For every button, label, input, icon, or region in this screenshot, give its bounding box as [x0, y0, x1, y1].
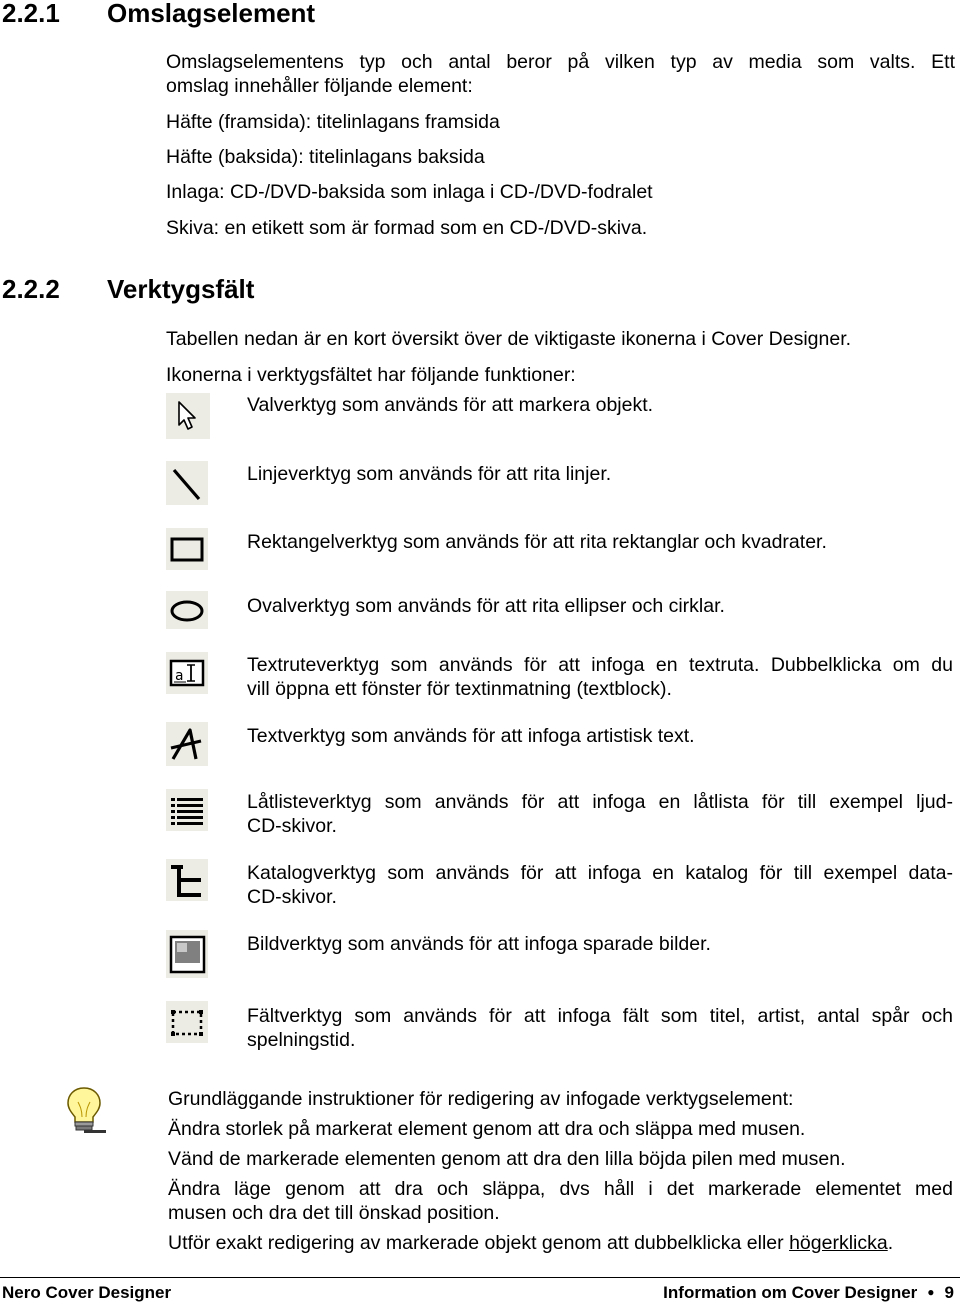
section-number-2-2-2: 2.2.2: [2, 274, 60, 304]
svg-text:a: a: [175, 668, 184, 684]
footer-divider: [0, 1277, 960, 1278]
textbox-icon: [166, 652, 208, 694]
rectangle-icon: [166, 528, 208, 570]
tool-description-cont: vill öppna ett fönster för textinmatning (textblock).: [247, 678, 672, 700]
footer-chapter-title: Information om Cover Designer: [663, 1283, 918, 1302]
list-item: Skiva: en etikett som är formad som en CD-/DVD-skiva.: [166, 217, 648, 239]
tool-description: Linjeverktyg som används för att rita linjer.: [247, 463, 612, 485]
catalog-tree-icon: [166, 859, 208, 901]
image-icon: [166, 930, 208, 978]
tip-line: Ändra läge genom att dra och släppa, dvs håll i det markerade elementet med: [168, 1178, 953, 1200]
line-icon: [166, 461, 208, 505]
tool-description: Valverktyg som används för att markera objekt.: [247, 394, 654, 416]
tool-description: Fältverktyg som används för att infoga fält som titel, artist, antal spår och: [247, 1005, 953, 1027]
list-item: Häfte (baksida): titelinlagans baksida: [166, 146, 485, 168]
track-list-icon: [166, 789, 208, 831]
page-number: 9: [944, 1283, 954, 1302]
tip-line: Vänd de markerade elementen genom att dra den lilla böjda pilen med musen.: [168, 1148, 846, 1170]
tool-description-cont: CD-skivor.: [247, 886, 337, 908]
pointer-icon: [166, 393, 210, 439]
intro-paragraph-line2: omslag innehåller följande element:: [166, 75, 473, 97]
section-title-omslagselement: Omslagselement: [107, 0, 316, 28]
footer-right: [663, 1283, 954, 1304]
list-item: Inlaga: CD-/DVD-baksida som inlaga i CD-/DVD-fodralet: [166, 181, 653, 203]
tip-line: [168, 1231, 893, 1255]
field-icon: [166, 1001, 208, 1043]
lightbulb-icon: [62, 1084, 108, 1136]
artistic-text-icon: [166, 722, 208, 766]
list-item: Häfte (framsida): titelinlagans framsida: [166, 111, 500, 133]
section-number-2-2-1: 2.2.1: [2, 0, 60, 28]
tip-line: Ändra storlek på markerat element genom att dra och släppa med musen.: [168, 1118, 806, 1140]
tool-description: Ovalverktyg som används för att rita ellipser och cirklar.: [247, 595, 725, 617]
tool-description: Rektangelverktyg som används för att rita rektanglar och kvadrater.: [247, 531, 827, 553]
tip-line-suffix: .: [887, 1232, 894, 1254]
tip-heading: Grundläggande instruktioner för redigering av infogade verktygselement:: [168, 1088, 794, 1110]
tool-description: Katalogverktyg som används för att infoga en katalog för till exempel data-: [247, 862, 953, 884]
tip-line-cont: musen och dra det till önskad position.: [168, 1202, 500, 1224]
tip-line-prefix: Utför exakt redigering av markerade objekt genom att dubbelklicka eller: [168, 1232, 790, 1254]
tool-description-cont: CD-skivor.: [247, 815, 337, 837]
footer-bullet: ●: [927, 1285, 935, 1299]
tool-description: Textverktyg som används för att infoga artistisk text.: [247, 725, 695, 747]
tool-description-cont: spelningstid.: [247, 1029, 356, 1051]
tool-description: Textruteverktyg som används för att infoga en textruta. Dubbelklicka om du: [247, 654, 953, 676]
tool-description: Låtlisteverktyg som används för att infoga en låtlista för till exempel ljud-: [247, 791, 953, 813]
footer-left-title: Nero Cover Designer: [2, 1283, 172, 1302]
oval-icon: [166, 591, 208, 629]
section-title-verktygsfalt: Verktygsfält: [107, 274, 255, 304]
intro-paragraph-line1: Omslagselementens typ och antal beror på vilken typ av media som valts. Ett: [166, 51, 955, 73]
right-click-link[interactable]: högerklicka: [789, 1232, 888, 1254]
tool-description: Bildverktyg som används för att infoga sparade bilder.: [247, 933, 711, 955]
toolbar-intro-1: Tabellen nedan är en kort översikt över de viktigaste ikonerna i Cover Designer.: [166, 328, 852, 350]
toolbar-intro-2: Ikonerna i verktygsfältet har följande funktioner:: [166, 364, 576, 386]
